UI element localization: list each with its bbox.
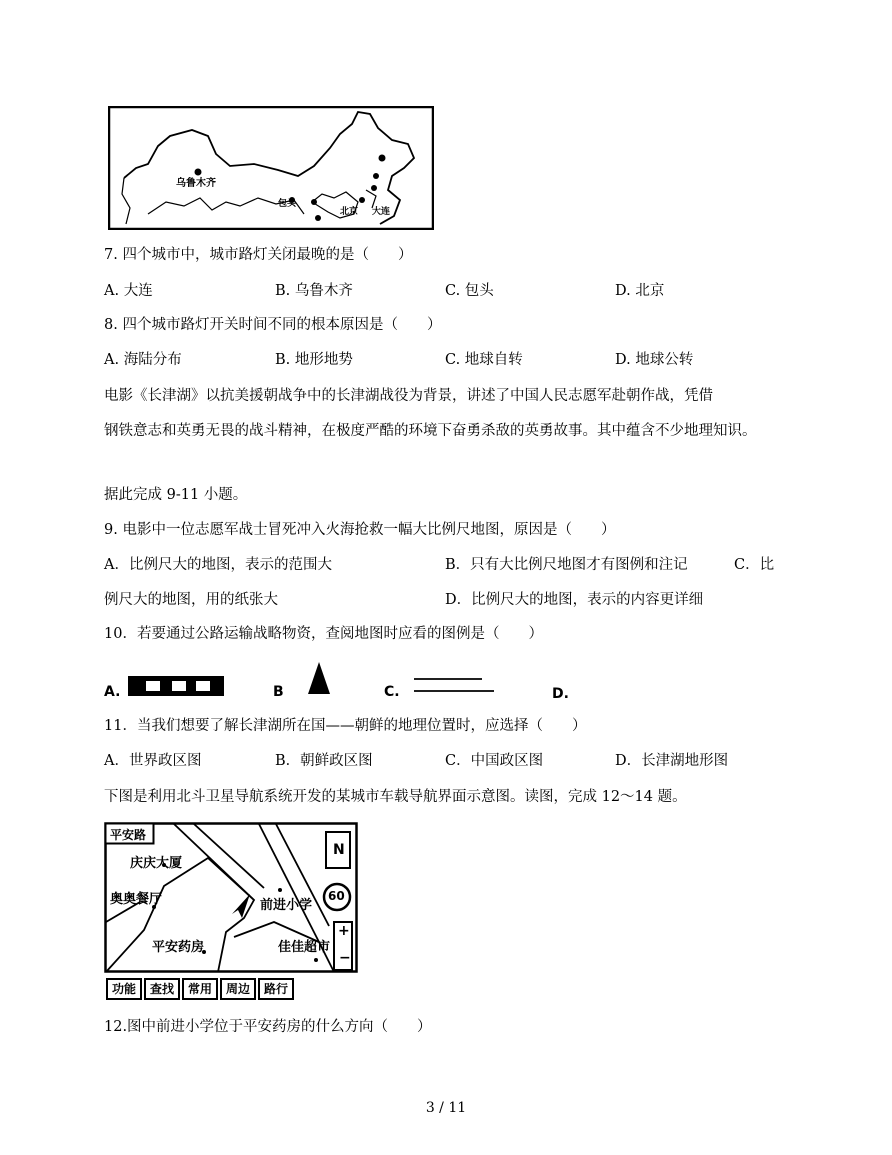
q10-label-c: C. bbox=[384, 684, 400, 700]
q11-option-c: C．中国政区图 bbox=[445, 753, 544, 769]
north-label: N bbox=[333, 842, 345, 858]
search-button[interactable]: 查找 bbox=[144, 978, 180, 1000]
q7-option-b: B. 乌鲁木齐 bbox=[275, 283, 353, 299]
navigation-map bbox=[104, 822, 358, 1002]
city-dot bbox=[371, 185, 377, 191]
place-pingan-label: 平安药房 bbox=[152, 940, 205, 955]
peak-symbol bbox=[306, 660, 332, 696]
q9-option-b: B．只有大比例尺地图才有图例和注记 bbox=[445, 557, 688, 573]
railway-symbol bbox=[126, 673, 226, 699]
zoom-in-button[interactable]: + bbox=[338, 923, 350, 939]
function-button[interactable]: 功能 bbox=[106, 978, 142, 1000]
q11-option-a: A．世界政区图 bbox=[104, 753, 202, 769]
urumqi-label: 乌鲁木齐 bbox=[176, 178, 216, 189]
city-dot bbox=[315, 215, 321, 221]
q9-option-c-end: 例尺大的地图，用的纸张大 bbox=[104, 592, 278, 608]
q10-label-a: A. bbox=[104, 684, 121, 700]
city-dot bbox=[379, 155, 386, 162]
china-outline-map bbox=[108, 106, 434, 230]
zoom-out-button[interactable]: − bbox=[339, 950, 351, 966]
q11-option-d: D．长津湖地形图 bbox=[615, 753, 729, 769]
place-dot bbox=[314, 958, 318, 962]
city-dot bbox=[359, 197, 365, 203]
navigation-map-svg bbox=[104, 822, 358, 1002]
place-dot bbox=[278, 888, 282, 892]
baotou-label: 包头 bbox=[278, 199, 297, 209]
dalian-label: 大连 bbox=[372, 207, 391, 217]
place-qingqing-label: 庆庆大厦 bbox=[130, 856, 183, 871]
passage1-line3: 据此完成 9-11 小题。 bbox=[104, 487, 248, 503]
road-name-label: 平安路 bbox=[110, 828, 147, 842]
road-symbol bbox=[412, 676, 496, 696]
q8-option-c: C. 地球自转 bbox=[445, 352, 523, 368]
q8-option-b: B. 地形地势 bbox=[275, 352, 353, 368]
place-qianjin-label: 前进小学 bbox=[260, 898, 313, 913]
speed-limit-label: 60 bbox=[328, 889, 345, 903]
nearby-button[interactable]: 周边 bbox=[220, 978, 256, 1000]
city-dot bbox=[373, 173, 379, 179]
q11-stem: 11．当我们想要了解长津湖所在国——朝鲜的地理位置时，应选择（ ） bbox=[104, 718, 587, 734]
place-jiajia-label: 佳佳超市 bbox=[278, 940, 331, 955]
railway-gap bbox=[172, 681, 186, 691]
q8-stem: 8. 四个城市路灯开关时间不同的根本原因是（ ） bbox=[104, 317, 442, 333]
q9-option-c-start: C．比 bbox=[734, 557, 775, 573]
q9-option-a: A．比例尺大的地图，表示的范围大 bbox=[104, 557, 332, 573]
q10-stem: 10．若要通过公路运输战略物资，查阅地图时应看的图例是（ ） bbox=[104, 626, 543, 642]
q10-label-b: B bbox=[273, 684, 284, 700]
route-button[interactable]: 路行 bbox=[258, 978, 294, 1000]
beijing-label: 北京 bbox=[340, 207, 359, 217]
common-button[interactable]: 常用 bbox=[182, 978, 218, 1000]
passage1-line2: 钢铁意志和英勇无畏的战斗精神，在极度严酷的环境下奋勇杀敌的英勇故事。其中蕴含不少地理知识。 bbox=[104, 423, 757, 439]
q9-stem: 9. 电影中一位志愿军战士冒死冲入火海抢救一幅大比例尺地图，原因是（ ） bbox=[104, 522, 616, 538]
q8-option-d: D. 地球公转 bbox=[615, 352, 694, 368]
page-number: 3 / 11 bbox=[425, 1100, 467, 1116]
q10-label-d: D. bbox=[552, 686, 569, 702]
passage1-line1: 电影《长津湖》以抗美援朝战争中的长津湖战役为背景，讲述了中国人民志愿军赴朝作战，凭借 bbox=[104, 388, 713, 404]
place-aoao-label: 奥奥餐厅 bbox=[110, 892, 163, 907]
passage2-line1: 下图是利用北斗卫星导航系统开发的某城市车载导航界面示意图。读图，完成 12～14 题。 bbox=[104, 789, 687, 805]
q12-stem: 12.图中前进小学位于平安药房的什么方向（ ） bbox=[104, 1019, 432, 1035]
peak-triangle bbox=[308, 662, 330, 694]
railway-gap bbox=[146, 681, 160, 691]
q8-option-a: A. 海陆分布 bbox=[104, 352, 182, 368]
q7-option-d: D. 北京 bbox=[615, 283, 665, 299]
q7-stem: 7. 四个城市中，城市路灯关闭最晚的是（ ） bbox=[104, 247, 413, 263]
q7-option-c: C. 包头 bbox=[445, 283, 494, 299]
q9-option-d: D．比例尺大的地图，表示的内容更详细 bbox=[445, 592, 704, 608]
railway-gap bbox=[196, 681, 210, 691]
q7-option-a: A. 大连 bbox=[104, 283, 153, 299]
q11-option-b: B．朝鲜政区图 bbox=[275, 753, 373, 769]
city-dot bbox=[311, 199, 317, 205]
